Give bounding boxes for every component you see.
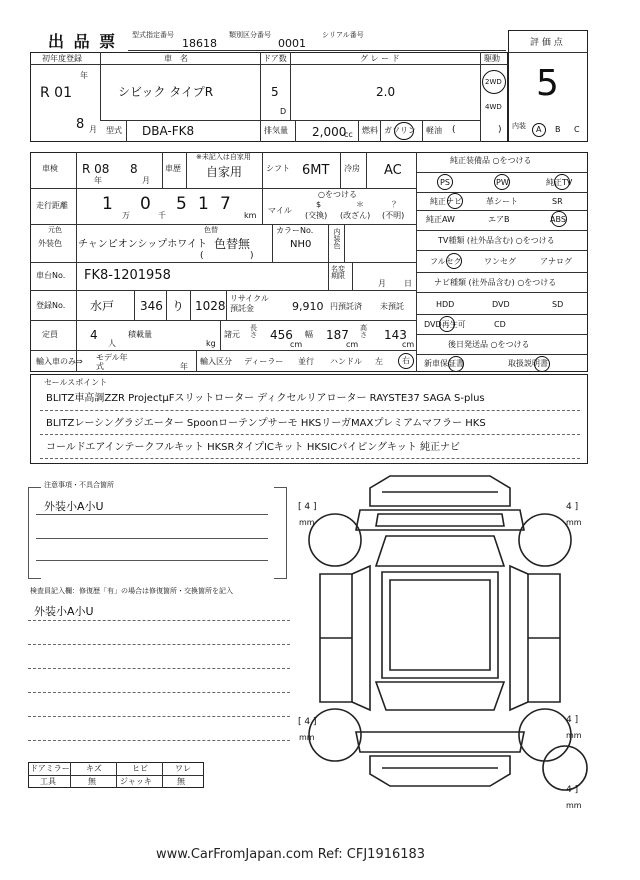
recycle-amount: 9,910	[292, 300, 324, 313]
score-value: 5	[536, 63, 559, 104]
tire-front-left	[309, 514, 361, 566]
tire-rear-right	[519, 709, 571, 761]
odo-digit-1: 1	[102, 194, 113, 214]
tire-fl-depth: [ 4 ]	[298, 502, 317, 512]
color-number: NH0	[290, 239, 312, 250]
odo-digit-2: 0	[140, 194, 151, 214]
type-label: 型式指定番号	[132, 31, 174, 39]
first-reg-era: R 01	[40, 85, 72, 101]
capacity: 4	[90, 328, 98, 342]
reg-kana: り	[172, 299, 185, 313]
aircon: AC	[384, 163, 402, 178]
equip-title: 純正装備品 ○をつける	[450, 156, 532, 165]
grade-value: 2.0	[376, 85, 396, 99]
car-diagram	[290, 470, 600, 800]
grade-label: グ レ ー ド	[360, 54, 400, 63]
tire-fr-depth: 4 ]	[566, 502, 579, 512]
tire-rear-left	[309, 709, 361, 761]
height: 143	[384, 328, 407, 342]
spare-depth: 4 ]	[566, 785, 579, 795]
reg-class: 346	[140, 299, 163, 313]
first-reg-label: 初年度登録	[42, 54, 82, 63]
reg-number: 1028	[195, 299, 226, 313]
drive-label: 駆動	[484, 54, 500, 63]
tire-rl-depth: [ 4 ]	[298, 717, 317, 727]
sheet-title: 出 品 票	[48, 32, 118, 51]
shaken-month: 8	[130, 162, 138, 176]
displacement: 2,000	[312, 125, 347, 139]
width: 187	[326, 328, 349, 342]
type-number: 18618	[182, 37, 217, 50]
odo-digit-5: 7	[220, 194, 231, 214]
recolor: 色替無	[214, 237, 251, 251]
tire-rr-depth: 4 ]	[566, 715, 579, 725]
length: 456	[270, 328, 293, 342]
shaken-era: R 08	[82, 162, 110, 176]
chassis-number: FK8-1201958	[84, 268, 171, 283]
odo-digit-4: 1	[198, 194, 209, 214]
sales-line-2: BLITZレーシングラジエーター Spoonローテンプサーモ HKSリーガMAXプレミアムマフラー HKS	[46, 418, 486, 429]
footer-watermark: www.CarFromJapan.com Ref: CFJ1916183	[156, 847, 426, 862]
model-code: DBA-FK8	[142, 124, 195, 138]
name-label: 車 名	[164, 54, 188, 63]
class-label: 類別区分番号	[229, 31, 271, 39]
doors-label: ドア数	[263, 54, 287, 63]
car-name: シビック タイプR	[118, 85, 214, 99]
notes-text: 外装小A小U	[44, 500, 104, 513]
exterior-color: チャンピオンシップホワイト	[78, 239, 207, 250]
class-number: 0001	[278, 37, 306, 50]
first-reg-month: 8	[76, 117, 85, 132]
fuel-gasoline: ガソリン	[384, 126, 416, 135]
fuel-circle	[394, 122, 414, 140]
sales-line-1: BLITZ車高調ZZR ProjectμFスリットローター ディクセルリアローター RAYSTE37 SAGA S-plus	[46, 393, 485, 404]
reg-area: 水戸	[90, 299, 115, 313]
score-label: 評 価 点	[530, 38, 563, 48]
serial-label: シリアル番号	[322, 31, 364, 39]
usage: 自家用	[206, 165, 243, 179]
tire-front-right	[519, 514, 571, 566]
doors-value: 5	[271, 85, 279, 99]
shift: 6MT	[302, 163, 330, 178]
inspector-text: 外装小A小U	[34, 605, 94, 618]
sales-line-3: コールドエアインテークフルキット HKSRタイプICキット HKSICパイピングキット 純正ナビ	[46, 442, 460, 453]
odo-digit-3: 5	[176, 194, 187, 214]
